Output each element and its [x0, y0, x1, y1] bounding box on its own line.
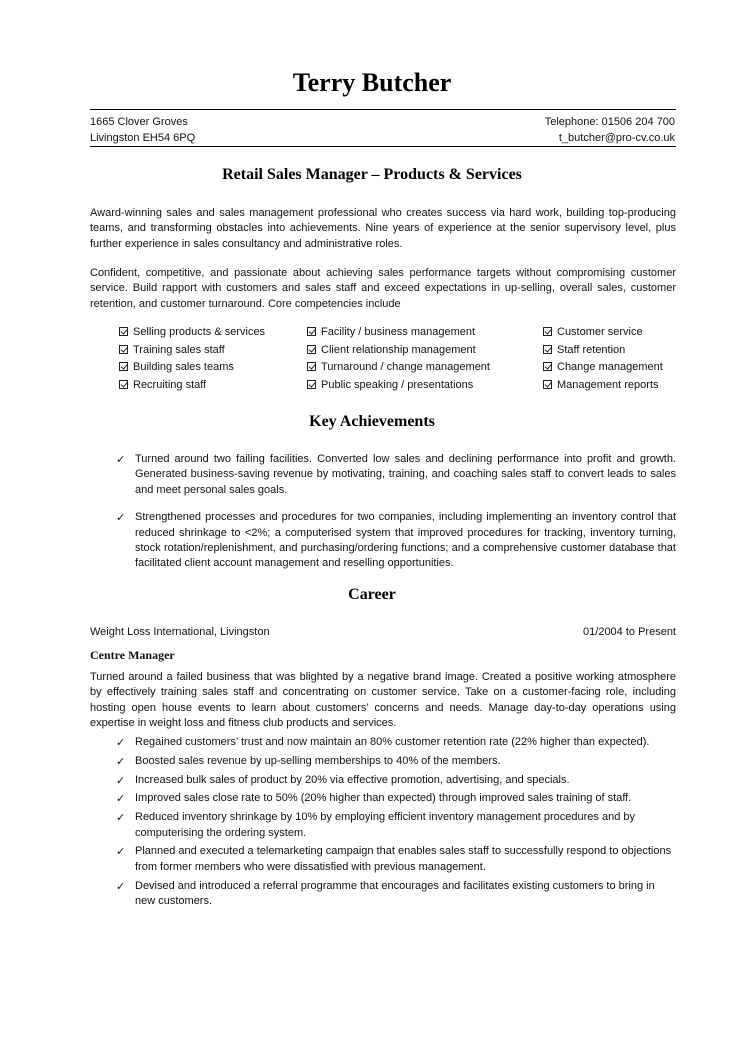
competency-item: Client relationship management: [307, 342, 490, 360]
check-mark-icon: ✓: [116, 453, 126, 466]
competency-item: Staff retention: [543, 342, 663, 360]
career-item: ✓ Reduced inventory shrinkage by 10% by employing efficient inventory management procedures and by computerising the ordering system.: [116, 811, 635, 839]
address-line-1: 1665 Clover Groves: [90, 116, 188, 128]
checked-box-icon: [307, 345, 316, 354]
achievement-item: ✓ Strengthened processes and procedures for two companies, including implementing an inventory control that reduced shrinkage to <2%; a computerised system that improved procedures for tracking, inventory turning, stock rotation/replenishment, and purchasing/ordering functions; and a comprehensive customer database that facilitated client account management and reselling opportunities.: [116, 511, 676, 570]
competency-item: Facility / business management: [307, 324, 490, 342]
employment-dates: 01/2004 to Present: [583, 626, 676, 638]
career-achievements-list: [116, 735, 676, 913]
checked-box-icon: [543, 362, 552, 371]
checked-box-icon: [119, 345, 128, 354]
checked-box-icon: [119, 380, 128, 389]
career-item: ✓ Devised and introduced a referral programme that encourages and facilitates existing customers to bring in new customers.: [116, 879, 655, 907]
checked-box-icon: [543, 345, 552, 354]
career-item: ✓ Planned and executed a telemarketing campaign that enables sales staff to successfully respond to objections from former members who were dissatisfied with previous management.: [116, 845, 672, 873]
check-mark-icon: ✓: [116, 792, 126, 806]
checked-box-icon: [543, 380, 552, 389]
career-item: ✓ Increased bulk sales of product by 20% via effective promotion, advertising, and specials.: [116, 773, 570, 787]
competency-column-2: [307, 324, 490, 394]
checked-box-icon: [307, 380, 316, 389]
competency-item: Selling products & services: [119, 324, 265, 342]
checked-box-icon: [307, 362, 316, 371]
check-mark-icon: ✓: [116, 845, 126, 859]
check-mark-icon: ✓: [116, 511, 126, 525]
address-block: [90, 114, 195, 146]
checked-box-icon: [543, 327, 552, 336]
employer: Weight Loss International, Livingston: [90, 626, 270, 638]
career-heading: Career: [348, 586, 396, 603]
header-bottom-rule: [90, 146, 676, 147]
competency-item: Customer service: [543, 324, 663, 342]
career-item: ✓ Improved sales close rate to 50% (20% higher than expected) through improved sales training of staff.: [116, 792, 632, 806]
email: t_butcher@pro-cv.co.uk: [558, 132, 675, 144]
achievements-list: [116, 452, 676, 584]
competency-item: Management reports: [543, 377, 663, 395]
competency-item: Public speaking / presentations: [307, 377, 490, 395]
achievement-item: ✓ Turned around two failing facilities. Converted low sales and declining performance into profit and growth. Generated business-saving revenue by motivating, training, and coaching sales staff to convert leads to sales and meet personal sales goals.: [116, 453, 676, 496]
check-mark-icon: ✓: [116, 879, 126, 893]
job-summary: Turned around a failed business that was blighted by a negative brand image. Created a positive working atmosphere by effectively training sales staff and concentrating on customer service. Take on a customer-facing role, including hosting open house events to learn about customers’ concerns and needs. Manage day-to-day operations using expertise in weight loss and fitness club products and services.: [90, 671, 676, 730]
competency-item: Change management: [543, 359, 663, 377]
header-top-rule: [90, 109, 676, 110]
competency-item: Building sales teams: [119, 359, 265, 377]
competency-item: Training sales staff: [119, 342, 265, 360]
achievements-heading: Key Achievements: [309, 413, 435, 430]
career-item: ✓ Regained customers’ trust and now maintain an 80% customer retention rate (22% higher than expected).: [116, 736, 650, 749]
address-line-2: Livingston EH54 6PQ: [90, 132, 196, 144]
profile-paragraph-2: Confident, competitive, and passionate about achieving sales performance targets without compromising customer service. Build rapport with customers and sales staff and exceed expectations in up-selling, overall sales, customer retention, and customer turnaround. Core competencies include: [90, 267, 676, 310]
job-title: Centre Manager: [90, 648, 175, 662]
candidate-name: Terry Butcher: [292, 68, 452, 97]
telephone: Telephone: 01506 204 700: [544, 116, 675, 128]
competency-column-3: [543, 324, 663, 394]
profile-title: Retail Sales Manager – Products & Services: [222, 166, 522, 183]
career-item: ✓ Boosted sales revenue by up-selling memberships to 40% of the members.: [116, 754, 501, 768]
competency-column-1: [119, 324, 265, 394]
competency-item: Recruiting staff: [119, 377, 265, 395]
checked-box-icon: [307, 327, 316, 336]
contact-block: [545, 114, 675, 146]
profile-paragraph-1: Award-winning sales and sales management professional who creates success via hard work, building top-producing teams, and transforming obstacles into achievements. Nine years of experience at the senior supervisory level, plus further experience in sales consultancy and administrative roles.: [90, 207, 676, 250]
checked-box-icon: [119, 327, 128, 336]
checked-box-icon: [119, 362, 128, 371]
check-mark-icon: ✓: [116, 811, 126, 825]
competency-item: Turnaround / change management: [307, 359, 490, 377]
check-mark-icon: ✓: [116, 736, 126, 749]
check-mark-icon: ✓: [116, 773, 126, 787]
check-mark-icon: ✓: [116, 754, 126, 768]
